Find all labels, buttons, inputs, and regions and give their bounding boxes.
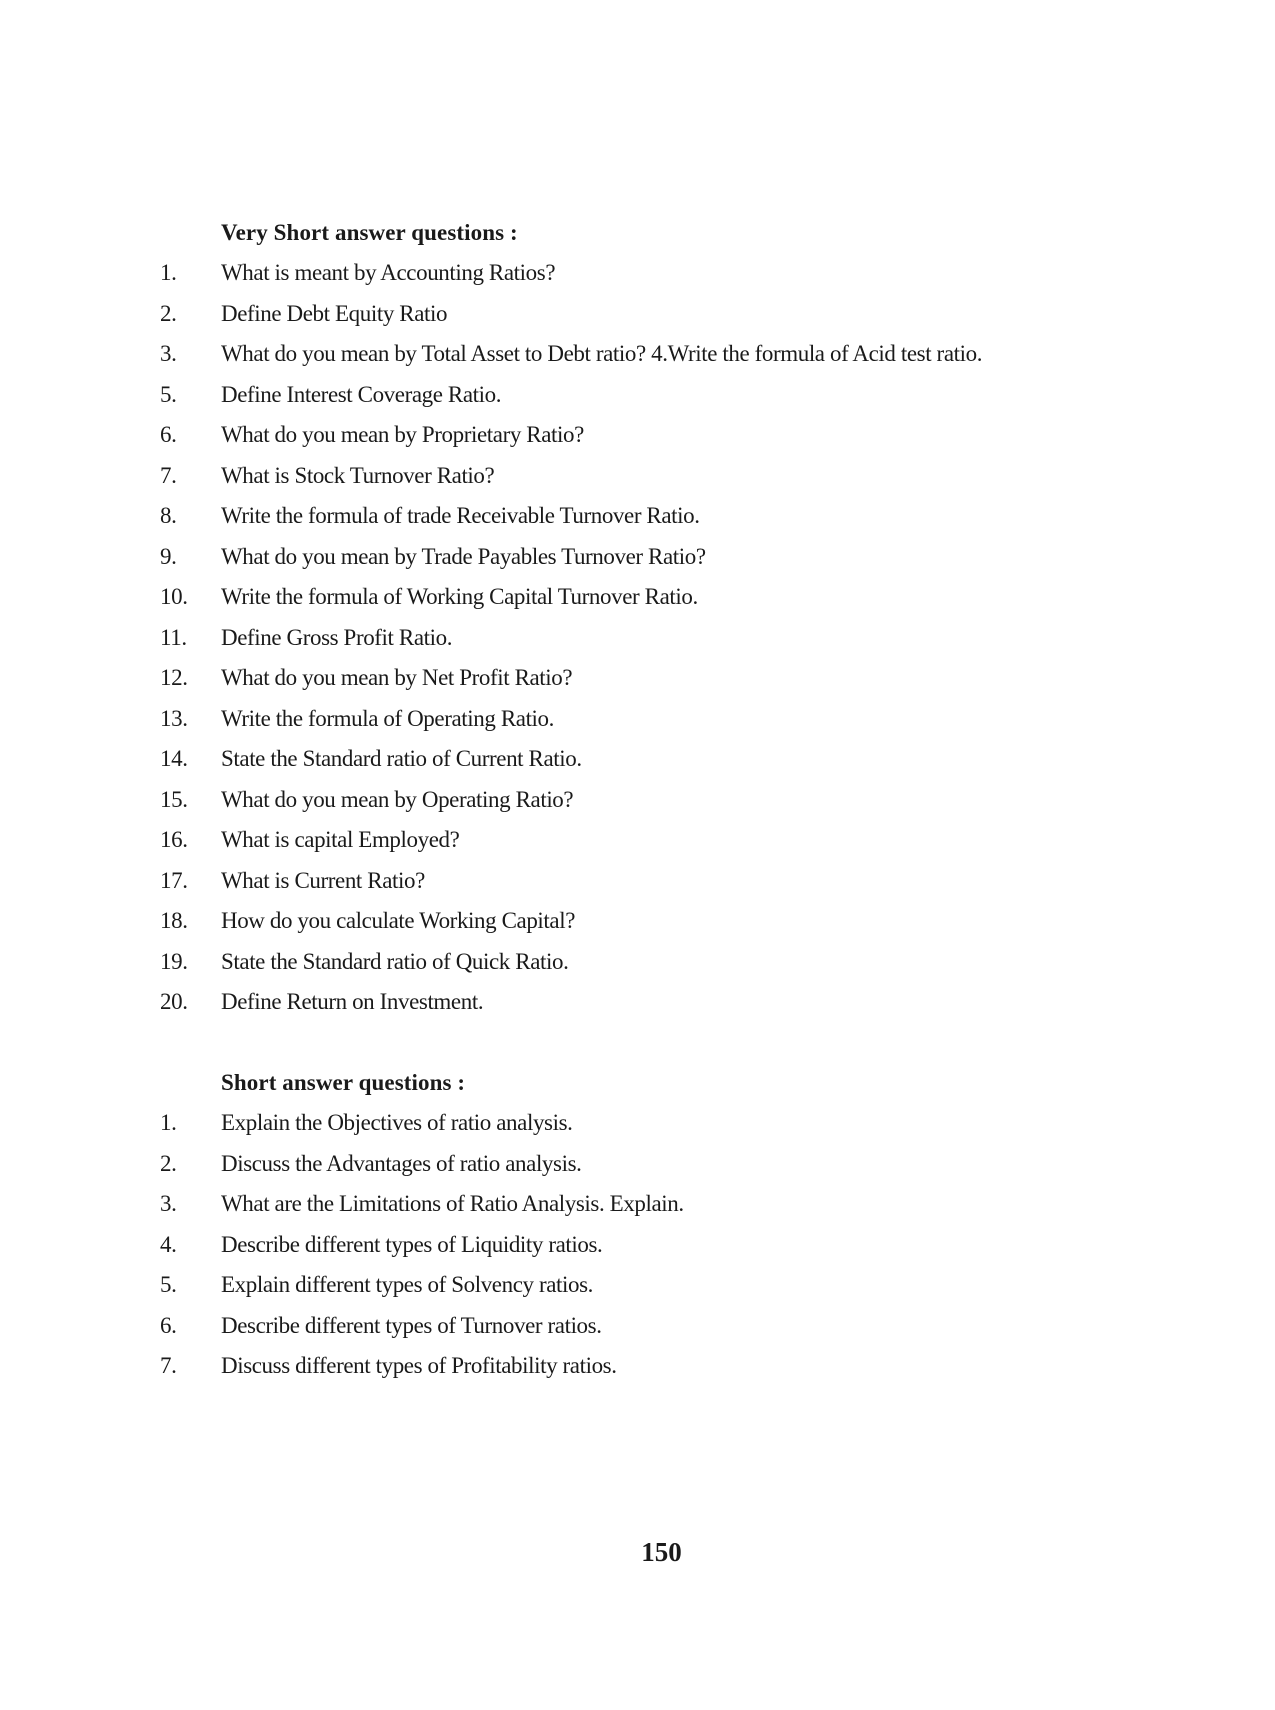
question-number: 7. [160, 1353, 177, 1378]
question-text: What is Current Ratio? [221, 867, 425, 893]
list-item [0, 663, 1275, 704]
question-number: 2. [160, 300, 177, 326]
question-text: Describe different types of Turnover ratios. [221, 1312, 602, 1338]
question-text: What is capital Employed? [221, 827, 460, 852]
question-text: Explain different types of Solvency ratios. [221, 1272, 594, 1297]
question-text: State the Standard ratio of Current Ratio. [221, 746, 582, 771]
list-item [0, 258, 1275, 299]
question-number: 11. [160, 624, 187, 650]
question-number: 7. [160, 462, 177, 488]
question-number: 12. [160, 665, 188, 690]
question-text: What is meant by Accounting Ratios? [221, 260, 556, 285]
question-text: Define Interest Coverage Ratio. [221, 381, 502, 407]
list-item [0, 461, 1275, 502]
list-item [0, 947, 1275, 988]
question-number: 4. [160, 1231, 177, 1257]
question-number: 17. [160, 867, 188, 893]
question-text: Define Debt Equity Ratio [221, 300, 448, 326]
question-text: Define Return on Investment. [221, 989, 484, 1014]
question-number: 5. [160, 381, 177, 407]
question-text: State the Standard ratio of Quick Ratio. [221, 948, 569, 974]
list-item [0, 1270, 1275, 1311]
question-text: Explain the Objectives of ratio analysis. [221, 1110, 573, 1135]
page-footer [0, 1535, 1275, 1569]
question-text: What is Stock Turnover Ratio? [221, 462, 495, 488]
question-number: 18. [160, 908, 188, 933]
list-item [0, 704, 1275, 745]
very-short-questions-heading: Very Short answer questions : [221, 220, 518, 245]
list-item [0, 1189, 1275, 1230]
question-text: What are the Limitations of Ratio Analysis. Explain. [221, 1191, 684, 1216]
question-number: 1. [160, 1110, 177, 1135]
list-item [0, 1149, 1275, 1190]
list-item [0, 299, 1275, 340]
list-item [0, 501, 1275, 542]
list-item [0, 866, 1275, 907]
question-number: 14. [160, 746, 188, 771]
very-short-questions-list [0, 258, 1275, 1028]
question-number: 9. [160, 543, 177, 569]
question-text: What do you mean by Trade Payables Turnover Ratio? [221, 543, 706, 569]
question-number: 2. [160, 1150, 177, 1176]
question-number: 3. [160, 341, 177, 366]
question-number: 15. [160, 786, 188, 812]
question-text: Write the formula of trade Receivable Turnover Ratio. [221, 503, 700, 528]
question-text: Describe different types of Liquidity ratios. [221, 1231, 603, 1257]
question-number: 20. [160, 989, 188, 1014]
question-number: 16. [160, 827, 188, 852]
list-item [0, 744, 1275, 785]
short-questions-heading: Short answer questions : [221, 1070, 466, 1095]
question-number: 1. [160, 260, 177, 285]
question-text: Discuss different types of Profitability ratios. [221, 1353, 617, 1378]
question-text: What do you mean by Total Asset to Debt ratio? 4.Write the formula of Acid test ratio. [221, 341, 983, 366]
page-number: 150 [641, 1537, 682, 1567]
question-text: What do you mean by Proprietary Ratio? [221, 422, 584, 447]
list-item [0, 1108, 1275, 1149]
question-number: 8. [160, 503, 177, 528]
question-text: What do you mean by Net Profit Ratio? [221, 665, 573, 690]
list-item [0, 339, 1275, 380]
list-item [0, 987, 1275, 1028]
question-text: Define Gross Profit Ratio. [221, 624, 453, 650]
list-item [0, 420, 1275, 461]
list-item [0, 825, 1275, 866]
question-number: 5. [160, 1272, 177, 1297]
list-item [0, 1311, 1275, 1352]
question-number: 13. [160, 705, 188, 731]
short-questions-list [0, 1108, 1275, 1392]
question-text: Write the formula of Operating Ratio. [221, 705, 554, 731]
question-text: Write the formula of Working Capital Turnover Ratio. [221, 584, 698, 609]
question-text: How do you calculate Working Capital? [221, 908, 576, 933]
list-item [0, 1351, 1275, 1392]
question-number: 6. [160, 422, 177, 447]
list-item [0, 623, 1275, 664]
list-item [0, 1230, 1275, 1271]
list-item [0, 542, 1275, 583]
question-number: 6. [160, 1312, 177, 1338]
question-number: 10. [160, 584, 188, 609]
list-item [0, 380, 1275, 421]
list-item [0, 906, 1275, 947]
question-text: Discuss the Advantages of ratio analysis. [221, 1150, 582, 1176]
list-item [0, 582, 1275, 623]
question-number: 3. [160, 1191, 177, 1216]
question-text: What do you mean by Operating Ratio? [221, 786, 574, 812]
list-item [0, 785, 1275, 826]
question-number: 19. [160, 948, 188, 974]
